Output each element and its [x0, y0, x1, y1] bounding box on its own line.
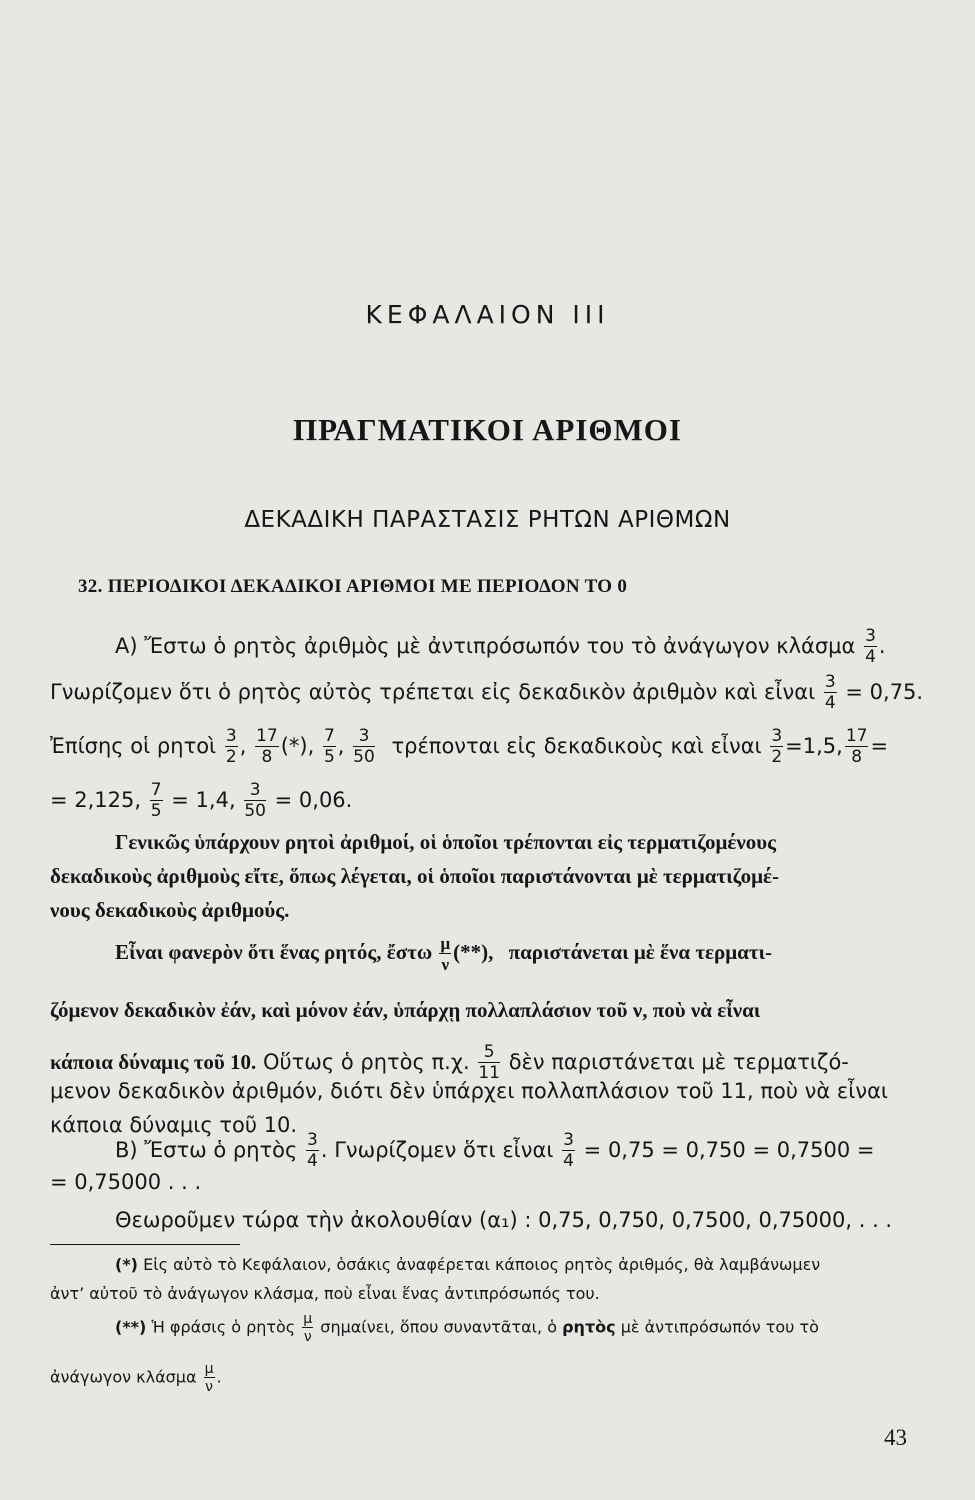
section-heading: 32. ΠΕΡΙΟΔΙΚΟΙ ΔΕΚΑΔΙΚΟΙ ΑΡΙΘΜΟΙ ΜΕ ΠΕΡΙΟΔΟΝ ΤΟ 0: [78, 576, 628, 597]
footnote-2-line-1: (**) Ἡ φράσις ὁ ρητὸς $\frac{\mu}{\nu}$ σημαίνει, ὅπου συναντᾶται, ὁ ρητὸς μὲ ἀντιπρόσωπόν του τὸ: [115, 1311, 819, 1345]
part-a-line-4: = 2,125, $\frac{7}{5}$ = 1,4, $\frac{3}{50}$ = 0,06.: [50, 780, 353, 821]
paragraph-2-line-1: Εἶναι φανερὸν ὅτι ἕνας ρητός, ἔστω $\frac{\mu}{\nu}$ (**), παριστάνεται μὲ ἕνα τερματι-: [115, 934, 773, 974]
part-b-line-1: Β) Ἔστω ὁ ρητὸς $\frac{3}{4}$ . Γνωρίζομεν ὅτι εἶναι $\frac{3}{4}$ = 0,75 = 0,750 = 0,7500 =: [115, 1130, 875, 1171]
footnote-1-line-2: ἀντ’ αὐτοῦ τὸ ἀνάγωγον κλάσμα, ποὺ εἶναι ἕνας ἀντιπρόσωπός του.: [50, 1284, 600, 1303]
part-b-line-3: Θεωροῦμεν τώρα τὴν ἀκολουθίαν (α₁) : 0,75, 0,750, 0,7500, 0,75000, . . .: [115, 1208, 893, 1232]
paragraph-1-line-3: νους δεκαδικοὺς ἀριθμούς.: [50, 898, 290, 922]
paragraph-2-line-3: κάποια δύναμις τοῦ 10. Οὕτως ὁ ρητὸς π.χ. $\frac{5}{11}$ δὲν παριστάνεται μὲ τερματιζό-: [50, 1042, 849, 1083]
part-a-line-3: Ἐπίσης οἱ ρητοὶ $\frac{3}{2}$ , $\frac{17}{8}$ (*), $\frac{7}{5}$ , $\frac{3}{50}$ τρέπονται εἰς δεκαδικοὺς καὶ εἶναι $\frac{3}{2}$ =1,5, $\frac{17}{8}$ =: [50, 726, 889, 767]
paragraph-1-line-2: δεκαδικοὺς ἀριθμοὺς εἴτε, ὅπως λέγεται, οἱ ὁποῖοι παριστάνονται μὲ τερματιζομέ-: [50, 864, 779, 888]
fraction: $\frac{3}{4}$: [824, 672, 836, 713]
part-b-line-2: = 0,75000 . . .: [50, 1170, 202, 1194]
paragraph-2-line-4: μενον δεκαδικὸν ἀριθμόν, διότι δὲν ὑπάρχει πολλαπλάσιον τοῦ 11, ποὺ νὰ εἶναι: [50, 1079, 889, 1103]
paragraph-2-line-5: κάποια δύναμις τοῦ 10.: [50, 1113, 298, 1137]
paragraph-1-line-1: Γενικῶς ὑπάρχουν ρητοὶ ἀριθμοί, οἱ ὁποῖοι τρέπονται εἰς τερματιζομένους: [115, 830, 777, 854]
paragraph-2-line-2: ζόμενον δεκαδικὸν ἐάν, καὶ μόνον ἐάν, ὑπάρχῃ πολλαπλάσιον τοῦ ν, ποὺ νὰ εἶναι: [50, 998, 761, 1022]
footnote-divider: [50, 1244, 240, 1245]
part-a-line-2: Γνωρίζομεν ὅτι ὁ ρητὸς αὐτὸς τρέπεται εἰς δεκαδικὸν ἀριθμὸν καὶ εἶναι $\frac{3}{4}$ = 0,75.: [50, 672, 924, 713]
chapter-title: ΠΡΑΓΜΑΤΙΚΟΙ ΑΡΙΘΜΟΙ: [293, 412, 682, 447]
chapter-label: ΚΕΦΑΛΑΙΟΝ ΙΙΙ: [365, 300, 610, 329]
footnote-1-line-1: (*) Εἰς αὐτὸ τὸ Κεφάλαιον, ὁσάκις ἀναφέρεται κάποιος ρητὸς ἀριθμός, θὰ λαμβάνωμεν: [115, 1255, 821, 1274]
part-a-line-1: Α) Ἔστω ὁ ρητὸς ἀριθμὸς μὲ ἀντιπρόσωπόν του τὸ ἀνάγωγον κλάσμα $\frac{3}{4}$ .: [115, 626, 886, 667]
page-number: 43: [884, 1425, 907, 1450]
section-subtitle: ΔΕΚΑΔΙΚΗ ΠΑΡΑΣΤΑΣΙΣ ΡΗΤΩΝ ΑΡΙΘΜΩΝ: [244, 507, 731, 533]
fraction: $\frac{3}{4}$: [865, 626, 876, 667]
footnote-2-line-2: ἀνάγωγον κλάσμα $\frac{\mu}{\nu}$ .: [50, 1361, 222, 1395]
